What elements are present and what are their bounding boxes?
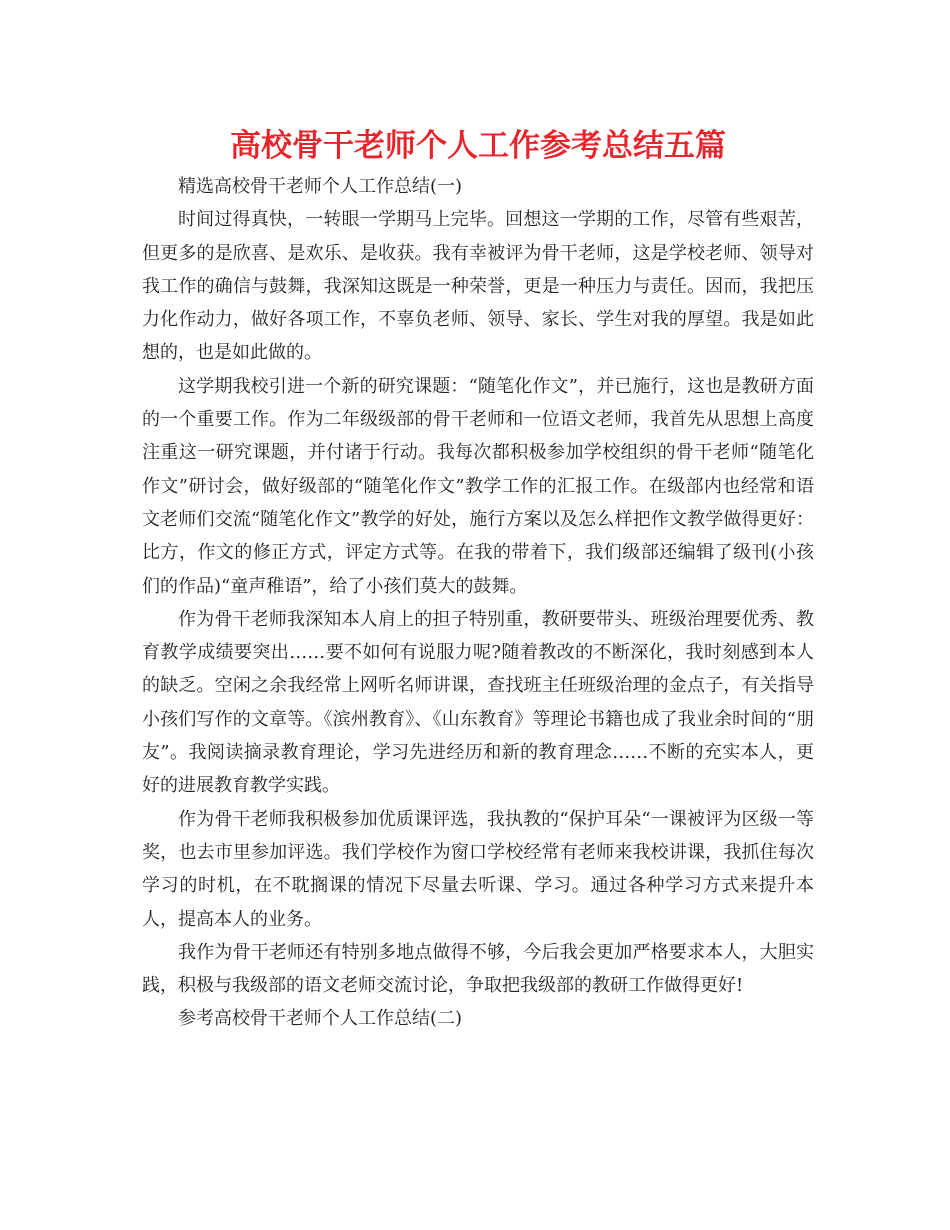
paragraph-4: 作为骨干老师我积极参加优质课评选，我执教的“保护耳朵“一课被评为区级一等奖，也去市里参加评选。我们学校作为窗口学校经常有老师来我校讲课，我抓住每次学习的时机，在不耽搁课的情况下尽量去听课、学习。通过各种学习方式来提升本人，提高本人的业务。 — [142, 808, 814, 930]
paragraph-5: 我作为骨干老师还有特别多地点做得不够，今后我会更加严格要求本人，大胆实践，积极与我级部的语文老师交流讨论，争取把我级部的教研工作做得更好! — [142, 941, 814, 997]
document-title: 高校骨干老师个人工作参考总结五篇 — [230, 128, 726, 164]
paragraph-1: 时间过得真快，一转眼一学期马上完毕。回想这一学期的工作，尽管有些艰苦，但更多的是欣喜、是欢乐、是收获。我有幸被评为骨干老师，这是学校老师、领导对我工作的确信与鼓舞，我深知这既是一种荣誉，更是一种压力与责任。因而，我把压力化作动力，做好各项工作，不辜负老师、领导、家长、学生对我的厚望。我是如此想的，也是如此做的。 — [142, 209, 814, 364]
document-page — [142, 0, 814, 1036]
paragraph-2: 这学期我校引进一个新的研究课题：“随笔化作文”，并已施行，这也是教研方面的一个重要工作。作为二年级级部的骨干老师和一位语文老师，我首先从思想上高度注重这一研究课题，并付诸于行动。我每次都积极参加学校组织的骨干老师“随笔化作文”研讨会，做好级部的“随笔化作文”教学工作的汇报工作。在级部内也经常和语文老师们交流“随笔化作文”教学的好处，施行方案以及怎么样把作文教学做得更好：比方，作文的修正方式，评定方式等。在我的带着下，我们级部还编辑了级刊(小孩们的作品)“童声稚语”，给了小孩们莫大的鼓舞。 — [142, 375, 814, 597]
section-heading-1: 精选高校骨干老师个人工作总结(一) — [178, 176, 463, 197]
section-heading-2: 参考高校骨干老师个人工作总结(二) — [178, 1008, 463, 1030]
paragraph-3: 作为骨干老师我深知本人肩上的担子特别重，教研要带头、班级治理要优秀、教育教学成绩要突出……要不如何有说服力呢?随着教改的不断深化，我时刻感到本人的缺乏。空闲之余我经常上网听名师讲课，查找班主任班级治理的金点子，有关指导小孩们写作的文章等。《滨州教育》、《山东教育》等理论书籍也成了我业余时间的“朋友”。我阅读摘录教育理论，学习先进经历和新的教育理念……不断的充实本人，更好的进展教育教学实践。 — [142, 608, 814, 797]
